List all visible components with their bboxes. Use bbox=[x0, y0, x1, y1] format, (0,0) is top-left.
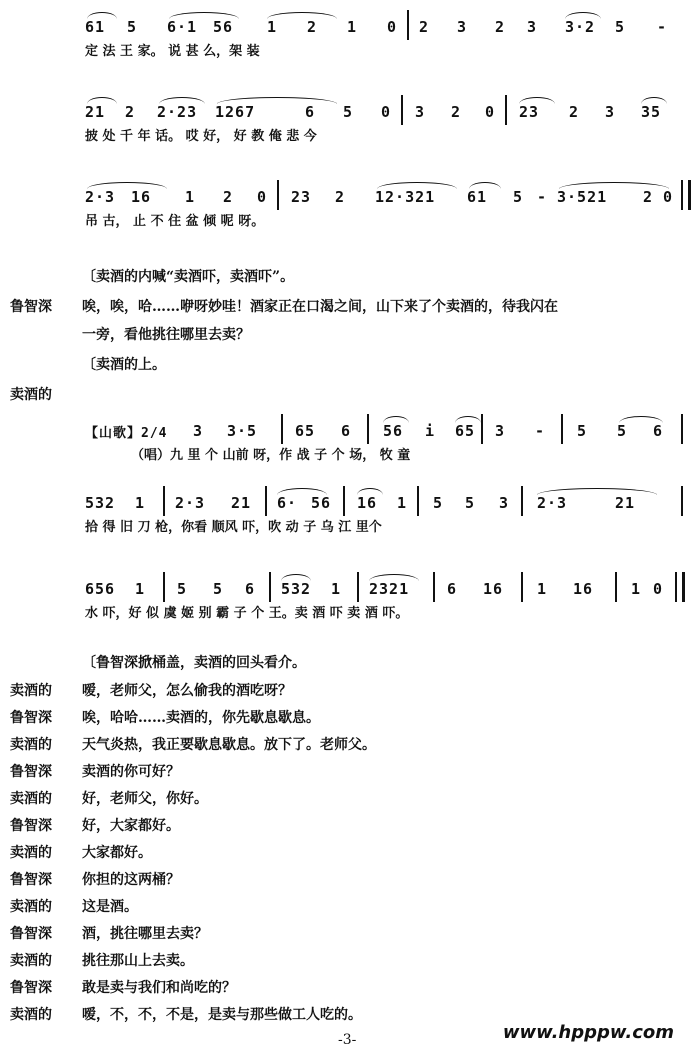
notation-row bbox=[85, 572, 690, 598]
score-line-4 bbox=[85, 414, 690, 466]
note: 532 bbox=[281, 580, 312, 598]
note: 6 bbox=[305, 103, 316, 121]
notation-row bbox=[85, 10, 690, 36]
note: 5 bbox=[433, 494, 444, 512]
note: 65 bbox=[455, 422, 476, 440]
note: 1 bbox=[135, 580, 146, 598]
note: 56 bbox=[311, 494, 332, 512]
note: 16 bbox=[131, 188, 152, 206]
note: 61 bbox=[467, 188, 488, 206]
lyrics-text: 披 处 千 年 话。 哎 好， 好 教 俺 悲 今 bbox=[85, 129, 317, 144]
speech-line: 敢是卖与我们和尚吃的？ bbox=[82, 980, 236, 996]
note: 3·521 bbox=[557, 188, 608, 206]
lyrics-row bbox=[85, 512, 690, 538]
note: 3 bbox=[499, 494, 510, 512]
slur bbox=[357, 488, 383, 495]
note: 56 bbox=[213, 18, 234, 36]
lyrics-text: 水 吓，好 似 虞 姬 别 霸 子 个 王。卖 酒 吓 卖 酒 吓。 bbox=[85, 606, 409, 621]
note: 23 bbox=[291, 188, 312, 206]
note: 3 bbox=[495, 422, 506, 440]
note: 35 bbox=[641, 103, 662, 121]
note: 21 bbox=[615, 494, 636, 512]
note: 1 bbox=[331, 580, 342, 598]
note: - bbox=[535, 422, 546, 440]
note: 2 bbox=[125, 103, 136, 121]
note: 12·321 bbox=[375, 188, 436, 206]
note: 0 bbox=[381, 103, 392, 121]
notation-row bbox=[85, 414, 690, 440]
note: 3 bbox=[193, 422, 204, 440]
note: 2 bbox=[643, 188, 654, 206]
note: 2 bbox=[451, 103, 462, 121]
speaker-name: 鲁智深 bbox=[10, 818, 52, 834]
note: 21 bbox=[231, 494, 252, 512]
stage-direction: 〔卖酒的内喊“卖酒吓，卖酒吓”。 bbox=[82, 269, 295, 285]
score-line-6 bbox=[85, 572, 690, 624]
speech-line: 这是酒。 bbox=[82, 899, 138, 915]
slur bbox=[87, 97, 117, 104]
slur bbox=[559, 182, 669, 189]
note: 21 bbox=[85, 103, 106, 121]
note: 1 bbox=[185, 188, 196, 206]
note: 2 bbox=[307, 18, 318, 36]
speaker-name: 卖酒的 bbox=[10, 899, 52, 915]
note: 1267 bbox=[215, 103, 256, 121]
note: 3·5 bbox=[227, 422, 258, 440]
speech-line: 一旁，看他挑往哪里去卖？ bbox=[82, 327, 250, 343]
note: - bbox=[537, 188, 548, 206]
note: 656 bbox=[85, 580, 116, 598]
speaker-name: 鲁智深 bbox=[10, 980, 52, 996]
speech-line: 嗳，不，不，不是，是卖与那些做工人吃的。 bbox=[82, 1007, 362, 1023]
note: 3 bbox=[605, 103, 616, 121]
speech-line: 你担的这两桶？ bbox=[82, 872, 180, 888]
lyrics-text: 拾 得 旧 刀 枪，你看 顺风 吓，吹 动 子 乌 江 里个 bbox=[85, 520, 382, 535]
speaker-name: 鲁智深 bbox=[10, 764, 52, 780]
note: 5 bbox=[213, 580, 224, 598]
speech-line: 大家都好。 bbox=[82, 845, 152, 861]
slur bbox=[565, 12, 601, 19]
note: 6·1 bbox=[167, 18, 198, 36]
speaker-name: 卖酒的 bbox=[10, 953, 52, 969]
lyrics-text: （唱）九 里 个 山前 呀，作 战 子 个 场， 牧 童 bbox=[131, 448, 411, 463]
note: 2·3 bbox=[85, 188, 116, 206]
slur bbox=[267, 12, 337, 19]
slur bbox=[281, 574, 311, 581]
speech-line: 好，大家都好。 bbox=[82, 818, 180, 834]
note: 2·3 bbox=[537, 494, 568, 512]
score-line-3 bbox=[85, 180, 690, 232]
note: 5 bbox=[127, 18, 138, 36]
note: 2 bbox=[495, 18, 506, 36]
slur bbox=[87, 182, 167, 189]
slur bbox=[383, 416, 409, 423]
note: 1 bbox=[267, 18, 278, 36]
note: 3 bbox=[415, 103, 426, 121]
speaker-name: 卖酒的 bbox=[10, 737, 52, 753]
note: 61 bbox=[85, 18, 106, 36]
note: 0 bbox=[387, 18, 398, 36]
note: 6 bbox=[653, 422, 664, 440]
speaker-name: 鲁智深 bbox=[10, 710, 52, 726]
speech-line: 酒，挑往哪里去卖？ bbox=[82, 926, 208, 942]
slur bbox=[519, 97, 555, 104]
note: 16 bbox=[357, 494, 378, 512]
slur bbox=[159, 97, 205, 104]
slur bbox=[641, 97, 667, 104]
lyrics-row bbox=[85, 440, 690, 466]
lyrics-row bbox=[85, 206, 690, 232]
score-line-2 bbox=[85, 95, 690, 147]
slur bbox=[277, 488, 327, 495]
note: 1 bbox=[347, 18, 358, 36]
speech-line: 唉，唉，哈……咿呀妙哇！酒家正在口渴之间，山下来了个卖酒的，待我闪在 bbox=[82, 299, 558, 315]
note: 2 bbox=[419, 18, 430, 36]
speech-line: 嗳，老师父，怎么偷我的酒吃呀？ bbox=[82, 683, 292, 699]
slur bbox=[377, 182, 457, 189]
speaker-name: 鲁智深 bbox=[10, 299, 52, 315]
note: 6 bbox=[341, 422, 352, 440]
note: 532 bbox=[85, 494, 116, 512]
stage-direction: 〔鲁智深掀桶盖，卖酒的回头看介。 bbox=[82, 655, 306, 671]
note: 1 bbox=[397, 494, 408, 512]
note: 5 bbox=[343, 103, 354, 121]
page-number: -3- bbox=[338, 1032, 357, 1048]
note: 3 bbox=[457, 18, 468, 36]
lyrics-text: 吊 古， 止 不 住 盆 倾 呢 呀。 bbox=[85, 214, 265, 229]
note: 5 bbox=[577, 422, 588, 440]
speaker-name: 鲁智深 bbox=[10, 926, 52, 942]
note: i bbox=[425, 422, 436, 440]
note: 1 bbox=[631, 580, 642, 598]
note: 3 bbox=[527, 18, 538, 36]
speaker-name: 卖酒的 bbox=[10, 683, 52, 699]
lyrics-text: 定 法 王 家。 说 甚 么，架 装 bbox=[85, 44, 260, 59]
note: 6 bbox=[245, 580, 256, 598]
speech-line: 唉，哈哈……卖酒的，你先歇息歇息。 bbox=[82, 710, 320, 726]
notation-row bbox=[85, 180, 690, 206]
singer-name: 卖酒的 bbox=[10, 387, 52, 403]
note: 65 bbox=[295, 422, 316, 440]
note: 5 bbox=[177, 580, 188, 598]
slur bbox=[469, 182, 501, 189]
speech-line: 好，老师父，你好。 bbox=[82, 791, 208, 807]
note: - bbox=[657, 18, 668, 36]
speech-line: 挑往那山上去卖。 bbox=[82, 953, 194, 969]
slur bbox=[87, 12, 117, 19]
lyrics-row bbox=[85, 36, 690, 62]
note: 1 bbox=[135, 494, 146, 512]
note: 2·3 bbox=[175, 494, 206, 512]
note: 0 bbox=[663, 188, 674, 206]
note: 0 bbox=[485, 103, 496, 121]
speaker-name: 卖酒的 bbox=[10, 791, 52, 807]
slur bbox=[455, 416, 481, 423]
speech-line: 卖酒的你可好？ bbox=[82, 764, 180, 780]
slur bbox=[619, 416, 663, 423]
note: 5 bbox=[513, 188, 524, 206]
score-line-1 bbox=[85, 10, 690, 62]
note: 0 bbox=[653, 580, 664, 598]
note: 2 bbox=[335, 188, 346, 206]
note: 2 bbox=[569, 103, 580, 121]
notation-row bbox=[85, 486, 690, 512]
note: 2 bbox=[223, 188, 234, 206]
note: 6· bbox=[277, 494, 298, 512]
note: 16 bbox=[573, 580, 594, 598]
note: 56 bbox=[383, 422, 404, 440]
lyrics-row bbox=[85, 121, 690, 147]
speech-line: 天气炎热，我正要歇息歇息。放下了。老师父。 bbox=[82, 737, 376, 753]
slur bbox=[169, 12, 239, 19]
note: 5 bbox=[465, 494, 476, 512]
slur bbox=[537, 488, 657, 495]
slur bbox=[217, 97, 337, 104]
note: 3·2 bbox=[565, 18, 596, 36]
speaker-name: 鲁智深 bbox=[10, 872, 52, 888]
tune-name: 【山歌】2/4 bbox=[85, 426, 168, 441]
speaker-name: 卖酒的 bbox=[10, 1007, 52, 1023]
note: 0 bbox=[257, 188, 268, 206]
note: 23 bbox=[519, 103, 540, 121]
speaker-name: 卖酒的 bbox=[10, 845, 52, 861]
stage-direction: 〔卖酒的上。 bbox=[82, 357, 166, 373]
watermark: www.hpppw.com bbox=[502, 1022, 674, 1043]
slur bbox=[369, 574, 419, 581]
note: 1 bbox=[537, 580, 548, 598]
note: 5 bbox=[615, 18, 626, 36]
note: 5 bbox=[617, 422, 628, 440]
note: 6 bbox=[447, 580, 458, 598]
note: 2·23 bbox=[157, 103, 198, 121]
score-line-5 bbox=[85, 486, 690, 538]
note: 2321 bbox=[369, 580, 410, 598]
lyrics-row bbox=[85, 598, 690, 624]
note: 16 bbox=[483, 580, 504, 598]
notation-row bbox=[85, 95, 690, 121]
